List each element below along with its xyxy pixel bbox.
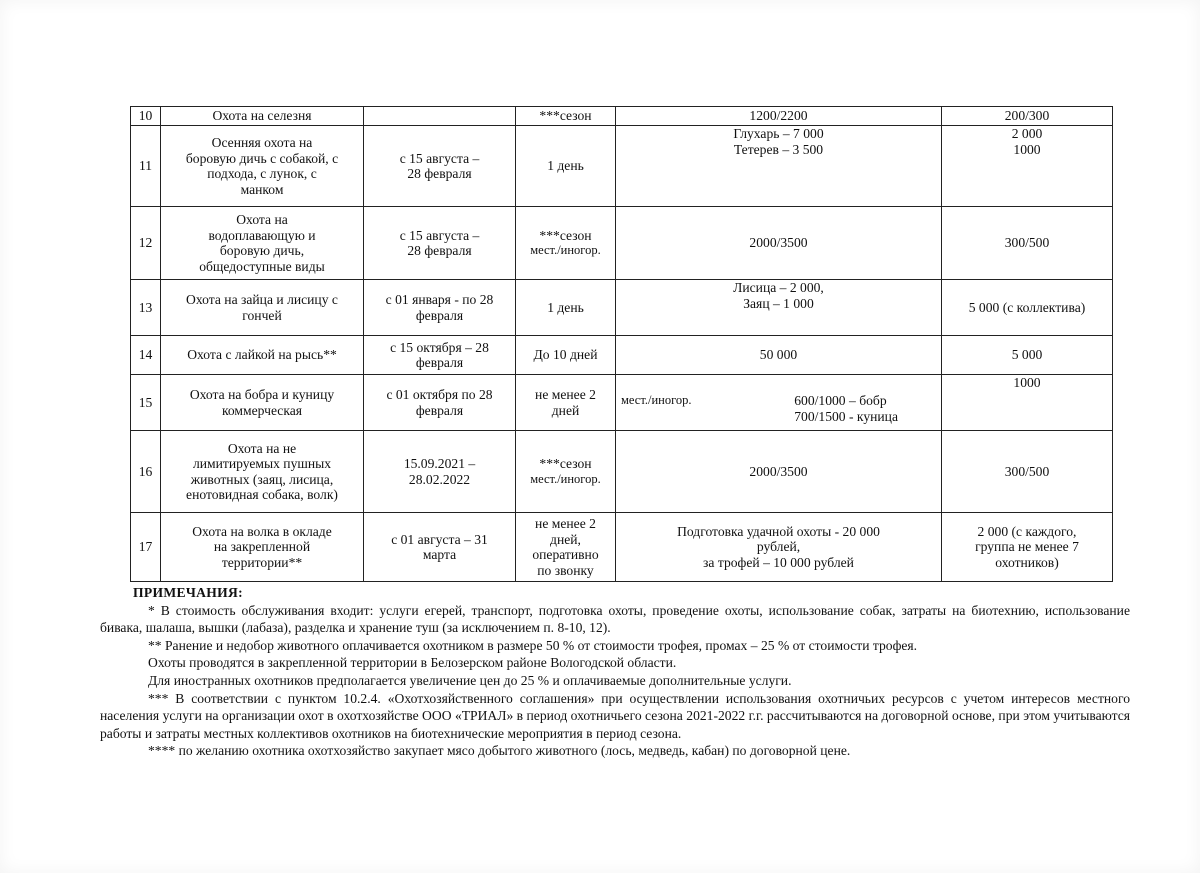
hunt-name: Охота на водоплавающую и боровую дичь, общедоступные виды bbox=[161, 207, 364, 280]
note-wounding: ** Ранение и недобор животного оплачивается охотником в размере 50 % от стоимости трофея, промах – 25 % от стоимости трофея. bbox=[148, 637, 918, 653]
row-number: 13 bbox=[131, 280, 161, 336]
trophy-price: 50 000 bbox=[616, 336, 942, 375]
hunt-duration bbox=[516, 207, 616, 280]
hunt-duration: не менее 2 дней bbox=[516, 375, 616, 431]
service-price: 5 000 (с коллектива) bbox=[942, 280, 1113, 336]
hunt-name: Охота с лайкой на рысь** bbox=[161, 336, 364, 375]
trophy-split bbox=[619, 381, 938, 424]
row-number: 14 bbox=[131, 336, 161, 375]
hunt-dates: 15.09.2021 – 28.02.2022 bbox=[364, 431, 516, 513]
hunt-dates: с 15 августа – 28 февраля bbox=[364, 126, 516, 207]
row-number: 10 bbox=[131, 107, 161, 126]
table-row bbox=[131, 280, 1113, 336]
service-price: 2 000 (с каждого, группа не менее 7 охотников) bbox=[942, 513, 1113, 582]
table-row bbox=[131, 107, 1113, 126]
hunt-dates: с 15 октября – 28 февраля bbox=[364, 336, 516, 375]
note-service-includes: * В стоимость обслуживания входит: услуги егерей, транспорт, подготовка охоты, проведение охоты, использование собак, затраты на биотехнию, использование бивака, шалаша, вышки (лабаза), разделка и хранение туш (за исключением п. 8-10, 12). bbox=[100, 602, 1130, 636]
service-price: 1000 bbox=[942, 375, 1113, 431]
table-row bbox=[131, 126, 1113, 207]
row-number: 15 bbox=[131, 375, 161, 431]
trophy-price: Лисица – 2 000, Заяц – 1 000 bbox=[616, 280, 942, 336]
hunt-dates: с 01 августа – 31 марта bbox=[364, 513, 516, 582]
duration-season: ***сезон bbox=[539, 227, 592, 243]
row-number: 11 bbox=[131, 126, 161, 207]
price-table bbox=[130, 106, 1113, 582]
hunt-name: Охота на бобра и куницу коммерческая bbox=[161, 375, 364, 431]
trophy-values: 600/1000 – бобр 700/1500 - куница bbox=[794, 393, 898, 424]
row-number: 17 bbox=[131, 513, 161, 582]
service-price: 200/300 bbox=[942, 107, 1113, 126]
trophy-price bbox=[616, 375, 942, 431]
duration-note: мест./иногор. bbox=[530, 471, 601, 486]
hunt-dates: с 01 января - по 28 февраля bbox=[364, 280, 516, 336]
trophy-price: Подготовка удачной охоты - 20 000 рублей, за трофей – 10 000 рублей bbox=[616, 513, 942, 582]
hunt-name: Охота на зайца и лисицу с гончей bbox=[161, 280, 364, 336]
hunt-duration: 1 день bbox=[516, 126, 616, 207]
table-row bbox=[131, 431, 1113, 513]
hunt-dates: с 01 октября по 28 февраля bbox=[364, 375, 516, 431]
hunt-dates bbox=[364, 107, 516, 126]
hunt-name: Охота на селезня bbox=[161, 107, 364, 126]
note-meat-purchase: **** по желанию охотника охотхозяйство закупает мясо добытого животного (лось, медведь, кабан) по договорной цене. bbox=[148, 743, 851, 759]
hunt-duration: 1 день bbox=[516, 280, 616, 336]
trophy-note: мест./иногор. bbox=[621, 393, 692, 407]
table-row bbox=[131, 375, 1113, 431]
notes-heading: ПРИМЕЧАНИЯ: bbox=[133, 585, 243, 600]
trophy-price: 2000/3500 bbox=[616, 207, 942, 280]
trophy-price: Глухарь – 7 000 Тетерев – 3 500 bbox=[616, 126, 942, 207]
duration-season: ***сезон bbox=[539, 456, 592, 471]
row-number: 12 bbox=[131, 207, 161, 280]
service-price: 2 000 1000 bbox=[942, 126, 1113, 207]
service-price: 300/500 bbox=[942, 207, 1113, 280]
service-price: 5 000 bbox=[942, 336, 1113, 375]
hunt-duration: До 10 дней bbox=[516, 336, 616, 375]
note-foreign-hunters: Для иностранных охотников предполагается увеличение цен до 25 % и оплачиваемые дополнительные услуги. bbox=[148, 672, 792, 688]
table-row bbox=[131, 207, 1113, 280]
note-territory: Охоты проводятся в закрепленной территории в Белозерском районе Вологодской области. bbox=[148, 655, 677, 671]
duration-note: мест./иногор. bbox=[530, 243, 601, 257]
table-row bbox=[131, 336, 1113, 375]
notes-section bbox=[100, 584, 1130, 760]
hunt-duration: ***сезон bbox=[516, 107, 616, 126]
hunt-duration: не менее 2 дней, оперативно по звонку bbox=[516, 513, 616, 582]
trophy-price: 2000/3500 bbox=[616, 431, 942, 513]
note-agreement: *** В соответствии с пунктом 10.2.4. «Охотхозяйственного соглашения» при осуществлении использования охотничьих ресурсов с учетом интересов местного населения услуги на организации охот в охотхозяйстве ООО «ТРИАЛ» в период охотничьего сезона 2021-2022 г.г. рассчитываются на договорной основе, при этом учитываются работы и затраты местных коллективов охотников на биотехнические мероприятия в период сезона. bbox=[100, 690, 1130, 741]
hunt-name: Охота на волка в окладе на закрепленной территории** bbox=[161, 513, 364, 582]
service-price: 300/500 bbox=[942, 431, 1113, 513]
hunt-duration bbox=[516, 431, 616, 513]
table-row bbox=[131, 513, 1113, 582]
hunt-name: Охота на не лимитируемых пушных животных (заяц, лисица, енотовидная собака, волк) bbox=[161, 431, 364, 513]
hunt-name: Осенняя охота на боровую дичь с собакой, с подхода, с лунок, с манком bbox=[161, 126, 364, 207]
trophy-price: 1200/2200 bbox=[616, 107, 942, 126]
row-number: 16 bbox=[131, 431, 161, 513]
hunt-dates: с 15 августа – 28 февраля bbox=[364, 207, 516, 280]
